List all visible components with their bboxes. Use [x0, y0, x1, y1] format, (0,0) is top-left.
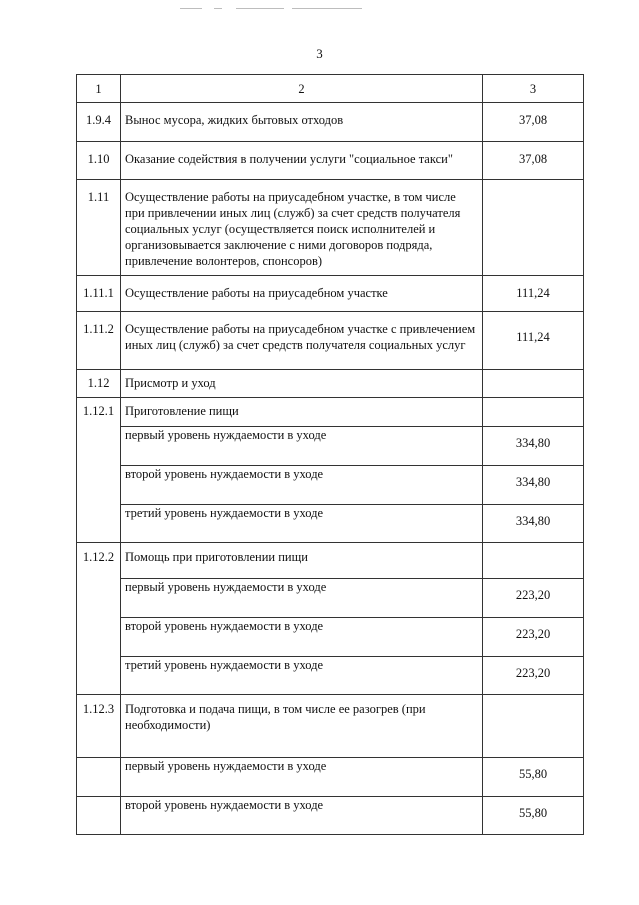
row-number: 1.12.1 [77, 398, 121, 543]
row-value: 111,24 [483, 312, 584, 370]
row-number: 1.12 [77, 370, 121, 398]
table-row [77, 466, 584, 505]
row-value: 223,20 [483, 579, 584, 618]
row-value: 223,20 [483, 618, 584, 657]
row-value [483, 370, 584, 398]
table-row [77, 180, 584, 276]
row-number: 1.11 [77, 180, 121, 276]
column-header: 2 [121, 75, 483, 103]
table-row [77, 758, 584, 797]
row-text: Вынос мусора, жидких бытовых отходов [121, 103, 483, 142]
table-row [77, 579, 584, 618]
row-number: 1.11.2 [77, 312, 121, 370]
row-text: Помощь при приготовлении пищи [121, 543, 483, 579]
row-text: Осуществление работы на приусадебном участке [121, 276, 483, 312]
row-number: 1.12.2 [77, 543, 121, 695]
row-value: 37,08 [483, 103, 584, 142]
row-text: второй уровень нуждаемости в уходе [121, 797, 483, 835]
row-text: первый уровень нуждаемости в уходе [121, 758, 483, 797]
table-row [77, 695, 584, 758]
page-number: 3 [316, 46, 323, 61]
table-row [77, 398, 584, 427]
row-value: 223,20 [483, 657, 584, 695]
row-text: первый уровень нуждаемости в уходе [121, 427, 483, 466]
row-number: 1.12.3 [77, 695, 121, 758]
row-value [483, 543, 584, 579]
row-number: 1.10 [77, 142, 121, 180]
row-value: 334,80 [483, 505, 584, 543]
row-text: Подготовка и подача пищи, в том числе ее разогрев (при необходимости) [121, 695, 483, 758]
table-row [77, 370, 584, 398]
row-value [483, 398, 584, 427]
scan-artifact [180, 8, 390, 10]
row-value: 111,24 [483, 276, 584, 312]
table-row [77, 103, 584, 142]
column-header: 1 [77, 75, 121, 103]
row-value: 334,80 [483, 427, 584, 466]
row-text: третий уровень нуждаемости в уходе [121, 505, 483, 543]
row-text: Осуществление работы на приусадебном участке с привлечением иных лиц (служб) за счет средств получателя социальных услуг [121, 312, 483, 370]
row-value [483, 695, 584, 758]
row-text: Оказание содействия в получении услуги "социальное такси" [121, 142, 483, 180]
table-header-row [77, 75, 584, 103]
table-row [77, 543, 584, 579]
tariff-table [76, 74, 584, 835]
table-row [77, 142, 584, 180]
row-number: 1.11.1 [77, 276, 121, 312]
row-value: 334,80 [483, 466, 584, 505]
table-row [77, 618, 584, 657]
row-value [483, 180, 584, 276]
table-row [77, 312, 584, 370]
row-text: Присмотр и уход [121, 370, 483, 398]
row-text: второй уровень нуждаемости в уходе [121, 618, 483, 657]
row-number: 1.9.4 [77, 103, 121, 142]
row-value: 55,80 [483, 797, 584, 835]
row-text: Осуществление работы на приусадебном участке, в том числе при привлечении иных лиц (служб) за счет средств получателя социальных услуг (осуществляется поиск исполнителей и организовывается заключение с ними договоров подряда, привлечение волонтеров, спонсоров) [121, 180, 483, 276]
row-value: 37,08 [483, 142, 584, 180]
table-row [77, 276, 584, 312]
table-row [77, 427, 584, 466]
row-text: второй уровень нуждаемости в уходе [121, 466, 483, 505]
row-value: 55,80 [483, 758, 584, 797]
table-row [77, 657, 584, 695]
row-text: Приготовление пищи [121, 398, 483, 427]
table-row [77, 797, 584, 835]
column-header: 3 [483, 75, 584, 103]
table-row [77, 505, 584, 543]
row-text: первый уровень нуждаемости в уходе [121, 579, 483, 618]
row-number [77, 797, 121, 835]
row-number [77, 758, 121, 797]
row-text: третий уровень нуждаемости в уходе [121, 657, 483, 695]
